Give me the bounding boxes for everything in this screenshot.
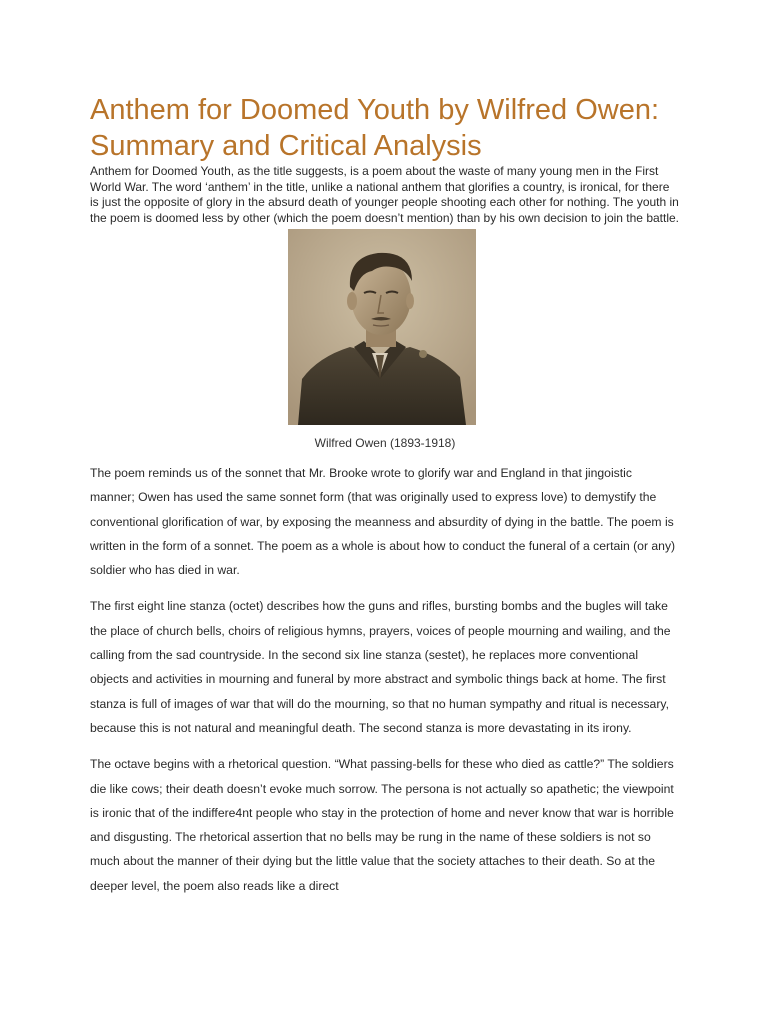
paragraph-1: The poem reminds us of the sonnet that Mr. Brooke wrote to glorify war and England in that jingoistic manner; Owen has used the same sonnet form (that was originally used to express love) to demystify the conventional glorification of war, by exposing the meanness and absurdity of dying in the battle. The poem is written in the form of a sonnet. The poem as a whole is about how to conduct the funeral of a certain (or any) soldier who has died in war.: [90, 466, 676, 578]
paragraph-3: The octave begins with a rhetorical question. “What passing-bells for these who died as cattle?” The soldiers die like cows; their death doesn’t evoke much sorrow. The persona is not actually so apathetic; the viewpoint is ironic that of the indiffere4nt people who stay in the protection of home and never know that war is horrible and disgusting. The rhetorical assertion that no bells may be rung in the name of these soldiers is not so much about the manner of their dying but the little value that the society attaches to their death. So at the deeper level, the poem also reads like a direct: [90, 757, 674, 893]
portrait-caption: Wilfred Owen (1893-1918): [314, 436, 456, 450]
portrait-figure: [90, 229, 680, 451]
portrait-photo: [288, 229, 476, 425]
article-title: Anthem for Doomed Youth by Wilfred Owen: Summary and Critical Analysis: [90, 94, 660, 162]
article-intro: Anthem for Doomed Youth, as the title suggests, is a poem about the waste of many young men in the First World War. The word ‘anthem’ in the title, unlike a national anthem that glorifies a country, is ironical, for there is just the opposite of glory in the absurd death of younger people shooting each other for nothing. The youth in the poem is doomed less by other (which the poem doesn’t mention) than by his own decision to join the battle.: [90, 164, 680, 225]
article: [90, 92, 680, 898]
paragraph-2: The first eight line stanza (octet) describes how the guns and rifles, bursting bombs and the bugles will take the place of church bells, choirs of religious hymns, prayers, voices of people mourning and wailing, and the calling from the sad countryside. In the second six line stanza (sestet), he replaces more conventional objects and activities in mourning and funeral by more abstract and symbolic things back at home. The first stanza is full of images of war that will do the mourning, so that no human sympathy and ritual is necessary, because this is not natural and meaningful death. The second stanza is more devastating in its irony.: [90, 599, 671, 735]
